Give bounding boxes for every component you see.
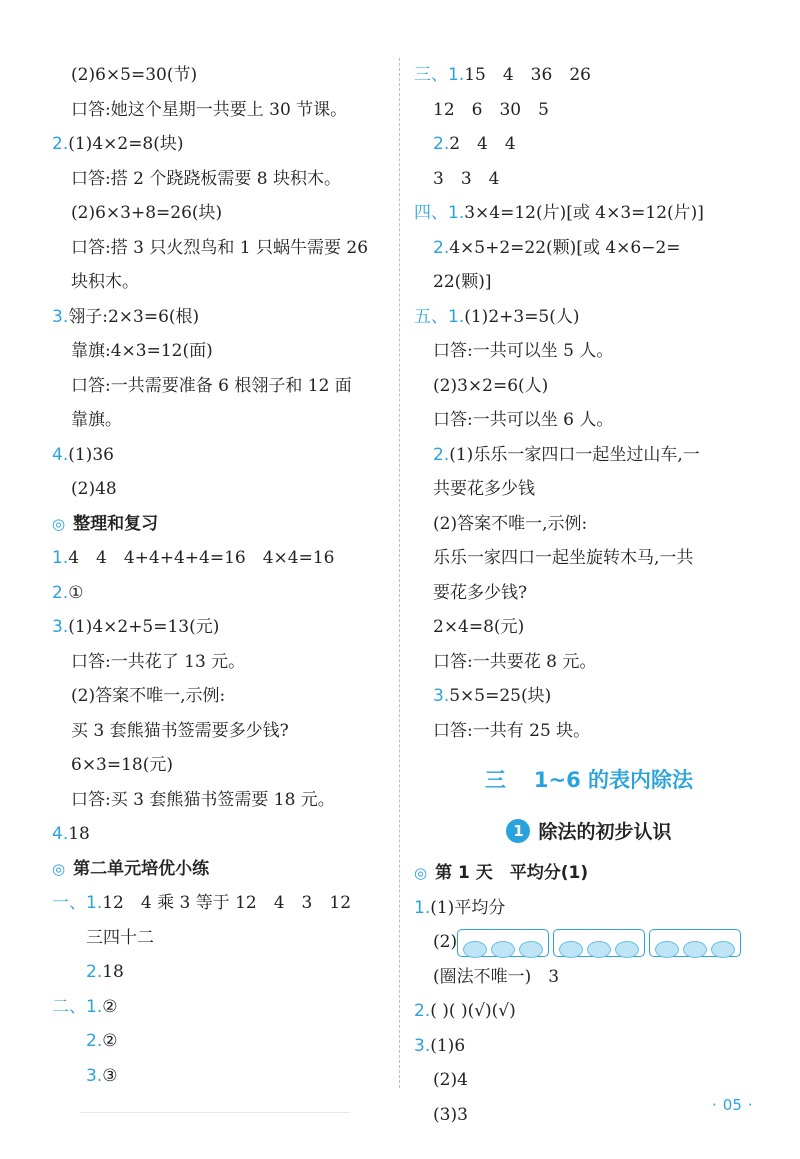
answer-line: [414, 438, 764, 473]
question-number: 1.: [448, 306, 465, 327]
answer-text: 2×4=8(元): [433, 617, 525, 637]
question-number: 3.: [414, 1035, 431, 1056]
section-marker: 二、: [52, 996, 86, 1017]
answer-line: [52, 127, 392, 162]
chapter-number: 三: [484, 768, 506, 792]
answer-text: 15 4 36 26: [464, 65, 591, 85]
question-number: 2.: [433, 444, 450, 465]
section-heading: [414, 856, 764, 891]
answer-line: [414, 58, 764, 93]
answer-text: (2)6×3+8=26(块): [71, 203, 223, 223]
heading-bullet-icon: ◎: [52, 859, 66, 878]
egg-icon: [491, 941, 515, 958]
answer-line: [52, 921, 392, 956]
answer-line: [52, 748, 392, 783]
answer-text: 口答:搭 2 个跷跷板需要 8 块积木。: [71, 168, 341, 189]
egg-icon: [463, 941, 487, 958]
lesson-badge: 1: [506, 819, 530, 843]
answer-text: 5×5=25(块): [449, 686, 552, 706]
answer-line: [52, 58, 392, 93]
answer-text: 18: [102, 962, 124, 982]
answer-text: 乐乐一家四口一起坐旋转木马,一共: [433, 548, 694, 568]
question-number: 1.: [414, 897, 431, 918]
question-number: 1.: [448, 65, 465, 85]
circled-groups: [457, 925, 745, 960]
column-divider: [399, 58, 400, 1088]
answer-line: [52, 438, 392, 473]
question-number: 4.: [52, 824, 69, 844]
answer-line: [414, 1063, 764, 1098]
answer-text: 4 4 4+4+4+4=16 4×4=16: [68, 548, 335, 568]
answer-line: [414, 162, 764, 197]
answer-line: [52, 1059, 392, 1094]
answer-text: (1)平均分: [430, 897, 506, 918]
answer-line: [52, 783, 392, 818]
answer-text: ( )( )(√)(√): [430, 1001, 516, 1021]
answer-text: 共要花多少钱: [433, 479, 535, 499]
answer-line: [52, 300, 392, 335]
answer-text: 3×4=12(片)[或 4×3=12(片)]: [464, 203, 704, 223]
question-number: 2.: [433, 134, 450, 154]
answer-text: ③: [102, 1065, 118, 1086]
question-number: 3.: [433, 686, 450, 706]
answer-text: 口答:一共需要准备 6 根翎子和 12 面: [71, 375, 352, 396]
answer-text: 靠旗。: [71, 410, 122, 430]
answer-text: (2)答案不唯一,示例:: [433, 513, 588, 534]
section-heading: [52, 507, 392, 542]
answer-line: [414, 994, 764, 1029]
answer-line: [52, 955, 392, 990]
question-number: 2.: [52, 582, 69, 603]
answer-text: 22(颗)]: [433, 272, 492, 292]
answer-text: 口答:一共可以坐 6 人。: [433, 410, 614, 430]
answer-line: [52, 645, 392, 680]
answer-line: [414, 960, 764, 995]
question-number: 1.: [86, 996, 103, 1017]
answer-text: 口答:一共可以坐 5 人。: [433, 341, 614, 361]
right-top-answers: [414, 58, 764, 748]
heading-bullet-icon: ◎: [52, 514, 66, 533]
heading-bullet-icon: ◎: [414, 864, 428, 882]
answer-line: [52, 334, 392, 369]
egg-icon: [711, 941, 735, 958]
answer-text: (2)答案不唯一,示例:: [71, 686, 226, 706]
answer-line: [414, 891, 764, 926]
answer-text: (1)4×2=8(块): [68, 134, 184, 154]
answer-line: [414, 369, 764, 404]
page-number: · 05 ·: [712, 1096, 753, 1114]
section-marker: 五、: [414, 306, 448, 327]
answer-line: [52, 93, 392, 128]
answer-text: 12 6 30 5: [433, 99, 549, 120]
egg-icon: [615, 941, 639, 958]
chapter-title: 1~6 的表内除法: [533, 768, 694, 792]
answer-text: 三四十二: [86, 927, 154, 948]
circle-group: [649, 929, 741, 957]
circle-group: [553, 929, 645, 957]
right-bottom-answers: [414, 856, 764, 1132]
answer-line: [52, 1024, 392, 1059]
answer-text: 6×3=18(元): [71, 755, 174, 775]
left-column: [52, 58, 392, 1093]
answer-line: [414, 300, 764, 335]
answer-line: [52, 714, 392, 749]
answer-text: 口答:一共花了 13 元。: [71, 651, 246, 672]
circle-group: [457, 929, 549, 957]
answer-line: [414, 127, 764, 162]
answer-text: 口答:她这个星期一共要上 30 节课。: [71, 99, 348, 120]
answer-text: 4×5+2=22(颗)[或 4×6−2=: [449, 237, 681, 258]
answer-text: (2)6×5=30(节): [71, 65, 198, 85]
answer-line: [414, 610, 764, 645]
egg-icon: [519, 941, 543, 958]
section-marker: 四、: [414, 203, 448, 223]
answer-line: [52, 196, 392, 231]
answer-line: [52, 472, 392, 507]
answer-line: [52, 231, 392, 266]
answer-text: (1)乐乐一家四口一起坐过山车,一: [449, 444, 700, 465]
question-number: 2.: [86, 1031, 103, 1051]
question-number: 3.: [52, 617, 69, 637]
answer-line: [414, 231, 764, 266]
question-number: 1.: [86, 893, 103, 913]
answer-line: [52, 817, 392, 852]
answer-text: 买 3 套熊猫书签需要多少钱?: [71, 720, 289, 741]
egg-icon: [559, 941, 583, 958]
answer-line: [414, 679, 764, 714]
question-number: 2.: [52, 134, 69, 154]
question-number: 2.: [86, 962, 103, 982]
answer-line: [52, 162, 392, 197]
answer-text: (3)3: [433, 1104, 468, 1125]
section-heading: [52, 852, 392, 887]
egg-icon: [587, 941, 611, 958]
question-number: 4.: [52, 444, 69, 465]
answer-line: [414, 714, 764, 749]
section-marker: 一、: [52, 893, 86, 913]
answer-line: [414, 472, 764, 507]
answer-text: (1)6: [430, 1035, 466, 1056]
answer-line: [414, 1029, 764, 1064]
answer-line: [52, 541, 392, 576]
answer-text: 口答:一共有 25 块。: [433, 720, 591, 741]
answer-text: ①: [68, 582, 84, 603]
question-number: 2.: [414, 1001, 431, 1021]
right-column: [414, 58, 764, 1132]
answer-text: (1)36: [68, 444, 114, 465]
answer-line: [414, 403, 764, 438]
answer-line: [414, 334, 764, 369]
answer-text: 口答:搭 3 只火烈鸟和 1 只蜗牛需要 26: [71, 237, 369, 258]
answer-text: ②: [102, 1031, 118, 1051]
answer-text: 要花多少钱?: [433, 582, 528, 603]
page-number-text: 05: [722, 1096, 742, 1114]
answer-text: 12 4 乘 3 等于 12 4 3 12: [102, 893, 352, 913]
answer-line: [414, 265, 764, 300]
answer-text: (2)48: [71, 479, 117, 499]
answer-text: (2)4: [433, 1070, 468, 1090]
answer-text: 3 3 4: [433, 168, 500, 189]
answer-line: [414, 576, 764, 611]
answer-text: (1)4×2+5=13(元): [68, 617, 220, 637]
answer-line: [414, 507, 764, 542]
answer-line: [52, 990, 392, 1025]
answer-text: (1)2+3=5(人): [464, 306, 580, 327]
answer-line: [414, 645, 764, 680]
answer-text: 18: [68, 824, 90, 844]
answer-text: 靠旗:4×3=12(面): [71, 341, 213, 361]
answer-text: 口答:买 3 套熊猫书签需要 18 元。: [71, 789, 335, 810]
section-heading-text: 第 1 天 平均分(1): [435, 863, 589, 883]
answer-line: [414, 196, 764, 231]
section-marker: 三、: [414, 65, 448, 85]
answer-line: [52, 576, 392, 611]
egg-icon: [683, 941, 707, 958]
question-number: 1.: [52, 548, 69, 568]
question-number: 1.: [448, 203, 465, 223]
answer-text: ②: [102, 996, 118, 1017]
answer-text: (2)3×2=6(人): [433, 375, 549, 396]
answer-text: (圈法不唯一) 3: [433, 966, 560, 987]
answer-text: 块积木。: [71, 272, 139, 292]
answer-text: 翎子:2×3=6(根): [68, 306, 200, 327]
footer-rule: [80, 1112, 350, 1113]
answer-text: 2 4 4: [449, 134, 516, 154]
chapter-heading: [414, 752, 764, 808]
answer-line: [52, 886, 392, 921]
answer-line: [414, 93, 764, 128]
answer-line: [52, 403, 392, 438]
lesson-heading: [414, 808, 764, 856]
answer-text: 口答:一共要花 8 元。: [433, 651, 597, 672]
section-heading-text: 第二单元培优小练: [73, 858, 210, 879]
answer-line: [52, 265, 392, 300]
answer-text: (2): [433, 932, 458, 952]
answer-line: [414, 541, 764, 576]
lesson-title: 除法的初步认识: [538, 821, 672, 843]
question-number: 3.: [86, 1065, 103, 1086]
answer-line: [52, 610, 392, 645]
section-heading-text: 整理和复习: [73, 513, 159, 534]
answer-line: [52, 679, 392, 714]
question-number: 2.: [433, 237, 450, 258]
answer-line: [414, 925, 764, 960]
egg-icon: [655, 941, 679, 958]
answer-line: [52, 369, 392, 404]
question-number: 3.: [52, 306, 69, 327]
